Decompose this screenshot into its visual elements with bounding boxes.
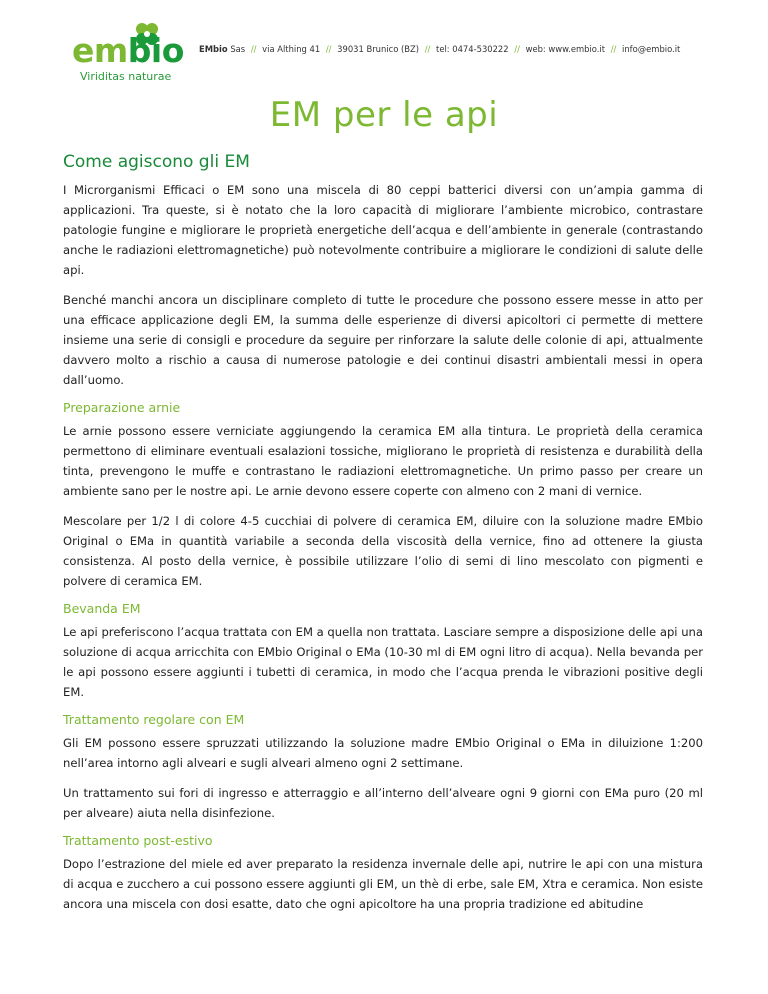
section-title: Bevanda EM	[63, 601, 141, 616]
document-title: EM per le api	[269, 95, 499, 135]
contact-line	[199, 44, 680, 54]
section-preparazione-arnie	[63, 400, 703, 591]
section-trattamento-post-estivo	[63, 833, 703, 914]
separator: //	[610, 44, 617, 54]
section-paragraph: Mescolare per 1/2 l di colore 4-5 cucchiai di polvere di ceramica EM, diluire con la soluzione madre EMbio Original o EMa in quantità variabile a seconda della viscosità della vernice, fino ad ottenere la giusta consistenza. Al posto della vernice, è possibile utilizzare l’olio di semi di lino mescolato con pigmenti e polvere di ceramica EM.	[63, 514, 703, 588]
section-paragraph: Le arnie possono essere verniciate aggiungendo la ceramica EM alla tintura. Le proprietà della ceramica permettono di eliminare eventuali esalazioni tossiche, migliorano le proprietà di resistenza e durabilità della tinta, prevengono le muffe e contrastano le radiazioni elettromagnetiche. Un primo passo per creare un ambiente sano per le nostre api. Le arnie devono essere coperte con almeno con 2 mani di vernice.	[63, 424, 703, 498]
website-link[interactable]: web: www.embio.it	[525, 44, 606, 54]
section-paragraph: Un trattamento sui fori di ingresso e atterraggio e all’interno dell’alveare ogni 9 giorni con EMa puro (20 ml per alveare) aiuta nella disinfezione.	[63, 786, 703, 820]
city: 39031 Brunico (BZ)	[337, 44, 420, 54]
email-link[interactable]: info@embio.it	[622, 44, 681, 54]
letterhead	[0, 0, 768, 90]
separator: //	[325, 44, 332, 54]
embio-logo	[70, 14, 184, 84]
section-trattamento-regolare	[63, 712, 703, 823]
section-title: Preparazione arnie	[63, 400, 181, 415]
intro-paragraph: I Microrganismi Efficaci o EM sono una miscela di 80 ceppi batterici diversi con un’ampia gamma di applicazioni. Tra queste, si è notato che la loro capacità di migliorare l’ambiente microbico, contrastare patologie fungine e migliorare le proprietà energetiche dell’acqua e dell’ambiente in generale (contrastando anche le radiazioni elettromagnetiche) può notevolmente contribuire a migliorare le condizioni di salute delle api.	[63, 183, 703, 277]
company-name: EMbio	[199, 44, 228, 54]
telephone: tel: 0474-530222	[436, 44, 509, 54]
logo-tagline: Viriditas naturae	[80, 70, 172, 83]
section-title: Trattamento post-estivo	[63, 833, 213, 848]
document-body	[63, 152, 703, 924]
separator: //	[424, 44, 431, 54]
logo-wordmark: embio	[72, 31, 184, 70]
section-paragraph: Gli EM possono essere spruzzati utilizzando la soluzione madre EMbio Original o EMa in diluizione 1:200 nell’area intorno agli alveari e sugli alveari almeno ogni 2 settimane.	[63, 736, 703, 770]
section-bevanda-em	[63, 601, 703, 702]
main-heading: Come agiscono gli EM	[63, 152, 250, 172]
separator: //	[514, 44, 520, 54]
section-paragraph: Dopo l’estrazione del miele ed aver preparato la residenza invernale delle api, nutrire le api con una mistura di acqua e zucchero a cui possono essere aggiunti gli EM, un thè di erbe, sale EM, Xtra e ceramica. Non esiste ancora una miscela con dosi esatte, dato che ogni apicoltore ha una propria tradizione ed abitudine	[63, 857, 703, 911]
company-suffix: Sas	[230, 44, 246, 54]
section-title: Trattamento regolare con EM	[63, 712, 245, 727]
intro-paragraph: Benché manchi ancora un disciplinare completo di tutte le procedure che possono essere messe in atto per una efficace applicazione degli EM, la summa delle esperienze di diversi apicoltori ci permette di mettere insieme una serie di consigli e procedure da seguire per rinforzare la salute delle colonie di api, attualmente davvero molto a rischio a causa di numerose patologie e dei continui disastri ambientali messi in opera dall’uomo.	[63, 293, 703, 387]
section-paragraph: Le api preferiscono l’acqua trattata con EM a quella non trattata. Lasciare sempre a disposizione delle api una soluzione di acqua arricchita con EMbio Original o EMa (10-30 ml di EM ogni litro di acqua). Nella bevanda per le api possono essere aggiunti i tubetti di ceramica, in modo che l’acqua prenda le vibrazioni positive degli EM.	[63, 625, 704, 699]
separator: //	[250, 44, 257, 54]
address: via Althing 41	[262, 44, 321, 54]
